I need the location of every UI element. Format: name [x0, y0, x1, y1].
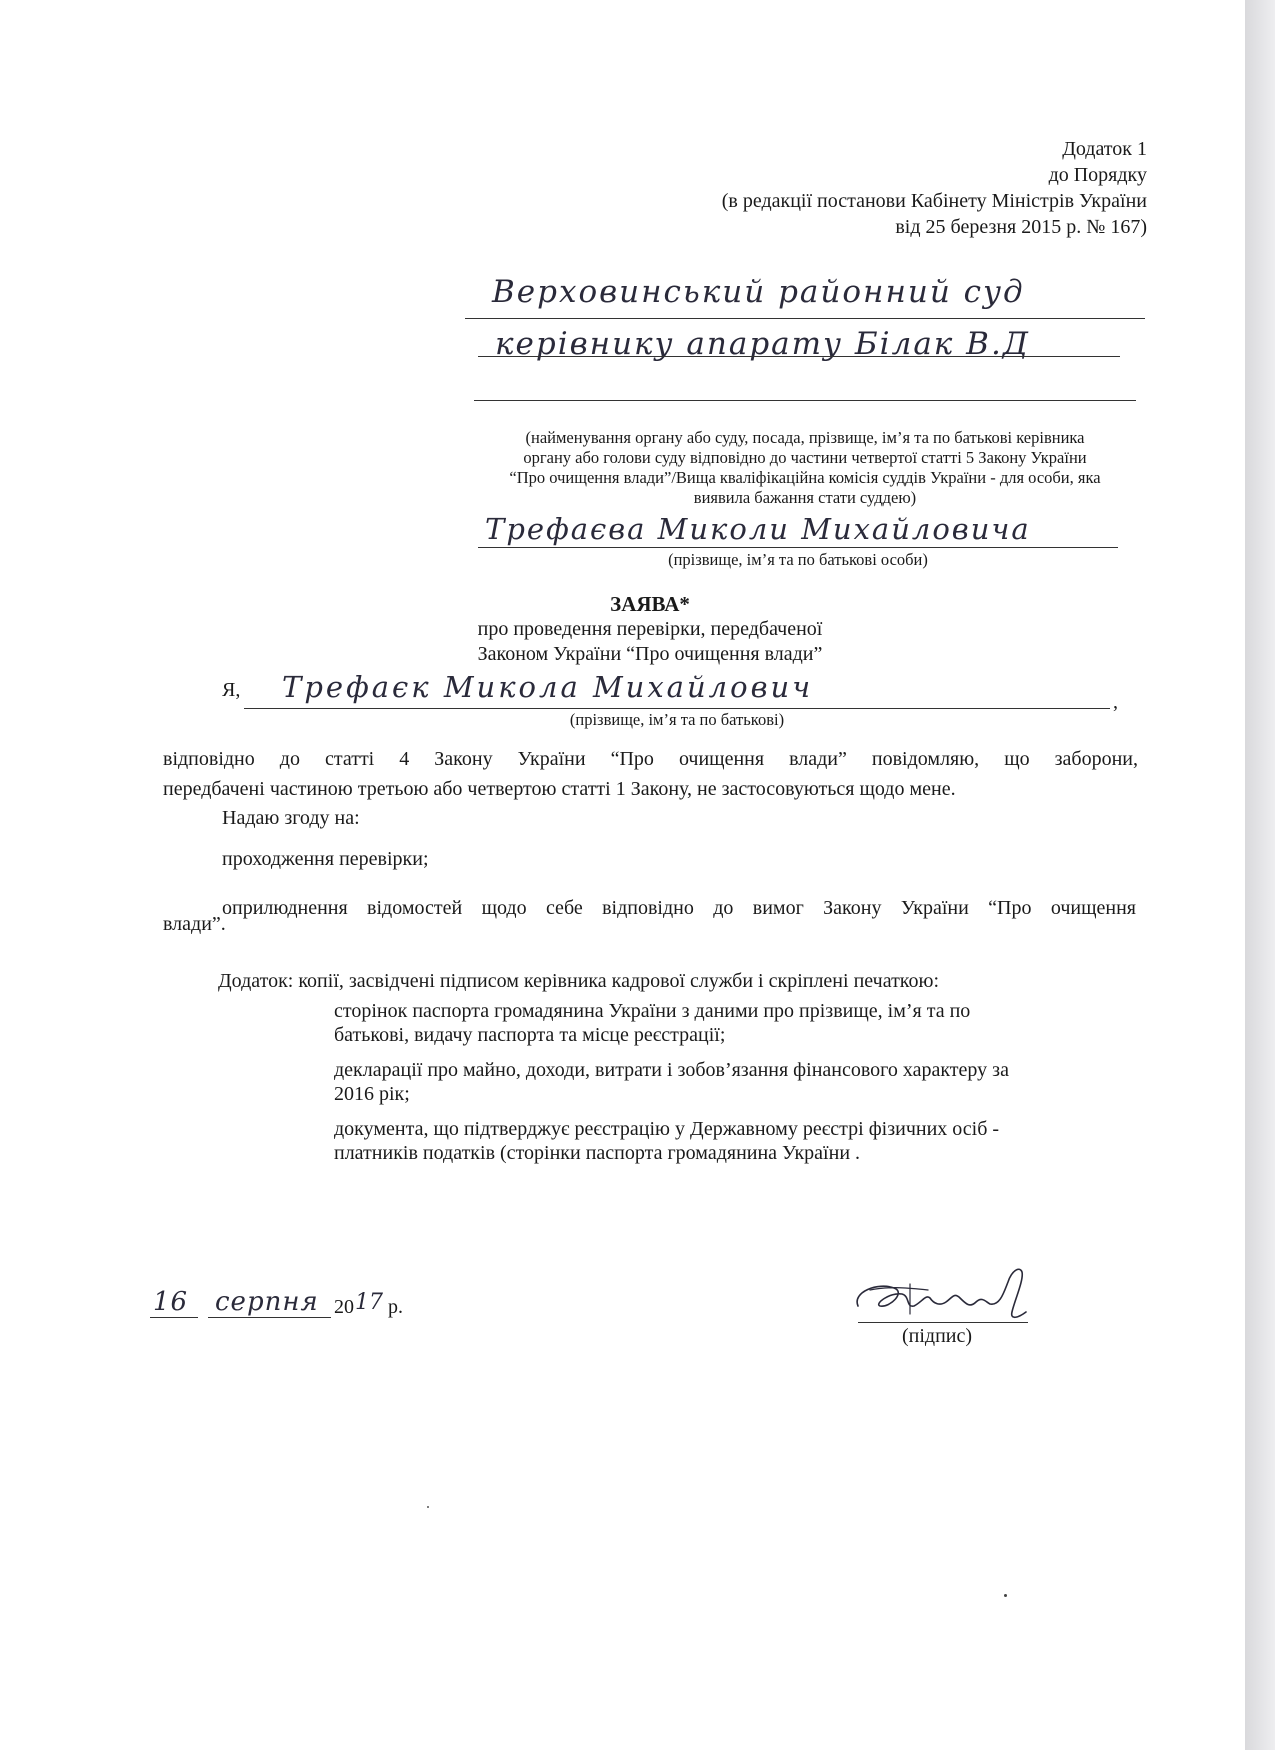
- date-day-line: [150, 1317, 198, 1318]
- applicant-name-line: [478, 547, 1118, 548]
- statement-name-caption: (прізвище, ім’я та по батькові): [569, 710, 785, 729]
- attachment-1-line-2: батькові, видачу паспорта та місце реєстрації;: [334, 1024, 726, 1046]
- date-year-prefix: 20: [334, 1296, 354, 1318]
- appendix-number: Додаток 1: [1062, 138, 1147, 160]
- addressee-line-3: [474, 400, 1136, 401]
- handwritten-addressee-position: керівнику апарату Білак В.Д: [495, 326, 1030, 362]
- appendix-reference: до Порядку: [1048, 164, 1147, 186]
- applicant-caption: (прізвище, ім’я та по батькові особи): [668, 550, 928, 569]
- addressee-line-1: [465, 318, 1145, 319]
- handwritten-applicant-name: Трефаєва Миколи Михайловича: [485, 512, 1031, 546]
- statement-suffix: ,: [1113, 691, 1118, 713]
- addressee-caption-2: органу або голови суду відповідно до частини четвертої статті 5 Закону України: [523, 448, 1087, 467]
- handwritten-date-month: серпня: [215, 1287, 319, 1317]
- addressee-caption-4: виявила бажання стати суддею): [693, 488, 917, 507]
- handwritten-date-day: 16: [153, 1287, 189, 1317]
- addressee-caption-3: “Про очищення влади”/Вища кваліфікаційна комісія суддів України - для особи, яка: [509, 468, 1101, 487]
- statement-name-line: [244, 708, 1110, 709]
- scan-speck: [1004, 1594, 1007, 1597]
- attachment-2-line-1: декларації про майно, доходи, витрати і зобов’язання фінансового характеру за: [334, 1059, 1009, 1081]
- date-year-suffix: р.: [388, 1296, 403, 1318]
- consent-item-publication-line-2: влади”.: [163, 913, 226, 935]
- scanner-edge: [1245, 0, 1275, 1750]
- signature-caption: (підпис): [902, 1325, 973, 1347]
- addressee-line-2: [478, 356, 1120, 357]
- attachment-1-line-1: сторінок паспорта громадянина України з даними про прізвище, ім’я та по: [334, 1000, 971, 1022]
- consent-item-publication-line-1: оприлюднення відомостей щодо себе відповідно до вимог Закону України “Про очищення: [222, 897, 1136, 919]
- attachment-2-line-2: 2016 рік;: [334, 1083, 410, 1105]
- attachment-3-line-1: документа, що підтверджує реєстрацію у Державному реєстрі фізичних осіб -: [334, 1118, 1000, 1140]
- document-subtitle-1: про проведення перевірки, передбаченої: [477, 618, 823, 640]
- handwritten-statement-name: Трефаєк Микола Михайлович: [282, 670, 814, 704]
- scan-speck: [427, 1506, 429, 1508]
- statement-paragraph-line-1: відповідно до статті 4 Закону України “Про очищення влади” повідомляю, що заборони,: [163, 748, 1138, 770]
- document-subtitle-2: Законом України “Про очищення влади”: [477, 643, 823, 665]
- signature-line: [858, 1322, 1028, 1323]
- date-month-line: [208, 1317, 331, 1318]
- consent-heading: Надаю згоду на:: [222, 807, 360, 829]
- statement-paragraph-line-2: передбачені частиною третьою або четвертою статті 1 Закону, не застосовуються щодо мене.: [163, 778, 956, 800]
- handwritten-court-name: Верховинський районний суд: [492, 274, 1025, 310]
- addressee-caption-1: (найменування органу або суду, посада, прізвище, ім’я та по батькові керівника: [525, 428, 1085, 447]
- resolution-reference: (в редакції постанови Кабінету Міністрів України: [721, 190, 1147, 212]
- consent-item-verification: проходження перевірки;: [222, 848, 429, 870]
- document-title: ЗАЯВА*: [610, 592, 690, 616]
- attachments-heading: Додаток: копії, засвідчені підписом керівника кадрової служби і скріплені печаткою:: [218, 970, 940, 992]
- handwritten-date-year: 17: [355, 1290, 383, 1315]
- resolution-date: від 25 березня 2015 р. № 167): [895, 216, 1147, 238]
- statement-prefix: Я,: [222, 679, 241, 701]
- attachment-3-line-2: платників податків (сторінки паспорта громадянина України .: [334, 1142, 861, 1164]
